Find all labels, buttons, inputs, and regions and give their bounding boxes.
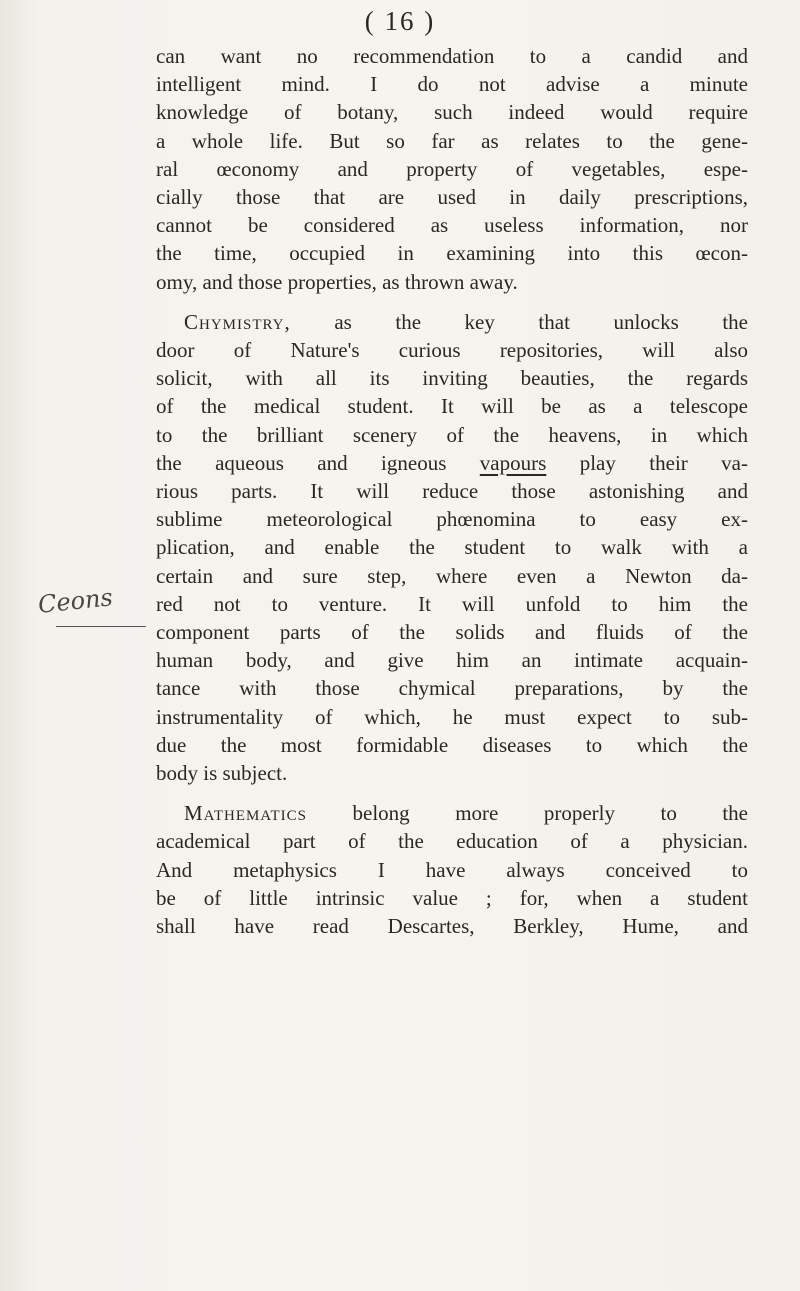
text-line: tance with those chymical preparations, by the [156, 676, 748, 701]
margin-dash-mark [56, 626, 146, 627]
text-line: door of Nature's curious repositories, will also [156, 338, 748, 363]
text-line: sublime meteorological phœnomina to easy ex- [156, 507, 748, 532]
underlined-word: vapours [479, 450, 547, 475]
text-line-rest: belong more properly to the [307, 801, 748, 826]
text-line: can want no recommendation to a candid and [156, 44, 748, 68]
margin-handwritten-note: Ceons [36, 583, 115, 619]
paragraph-lead-word: Chymistry, [184, 309, 291, 334]
text-line-end: play their va- [546, 450, 749, 475]
text-line: plication, and enable the student to walk with a [156, 535, 748, 560]
text-line: certain and sure step, where even a Newton da- [156, 563, 748, 588]
text-line: be of little intrinsic value ; for, when a student [156, 885, 748, 910]
text-line: instrumentality of which, he must expect to sub- [156, 704, 748, 729]
text-line: And metaphysics I have always conceived to [156, 857, 748, 882]
text-line: cannot be considered as useless information, nor [156, 213, 748, 238]
paragraph-botany [156, 42, 748, 296]
text-line: solicit, with all its inviting beauties, the regards [156, 366, 748, 391]
text-line: ral œconomy and property of vegetables, espe- [156, 156, 748, 181]
text-line: intelligent mind. I do not advise a minute [156, 72, 748, 97]
text-line [156, 799, 748, 827]
text-line: shall have read Descartes, Berkley, Hume, and [156, 914, 748, 939]
text-line: component parts of the solids and fluids of the [156, 620, 748, 645]
text-line: knowledge of botany, such indeed would require [156, 100, 748, 125]
text-line: the time, occupied in examining into this œcon- [156, 241, 748, 266]
text-line [156, 308, 748, 336]
text-line-rest: as the key that unlocks the [290, 309, 748, 334]
text-line: due the most formidable diseases to which the [156, 732, 748, 757]
page-number: ( 16 ) [364, 6, 436, 36]
text-line: to the brilliant scenery of the heavens, in which [156, 422, 748, 447]
text-line-start: the aqueous and igneous [156, 450, 480, 475]
text-line: academical part of the education of a physician. [156, 829, 748, 854]
body-text [156, 42, 748, 940]
text-line: cially those that are used in daily prescriptions, [156, 185, 748, 210]
paragraph-mathematics [156, 799, 748, 940]
text-line: rious parts. It will reduce those astonishing and [156, 479, 748, 504]
paragraph-chymistry [156, 308, 748, 787]
text-line: body is subject. [156, 761, 288, 786]
text-line: human body, and give him an intimate acquain- [156, 648, 748, 673]
paragraph-lead-word: Mathematics [184, 801, 308, 826]
text-line: red not to venture. It will unfold to him the [156, 591, 748, 616]
text-line: a whole life. But so far as relates to the gene- [156, 128, 748, 153]
text-line: omy, and those properties, as thrown away. [156, 269, 518, 294]
text-line: of the medical student. It will be as a telescope [156, 394, 748, 419]
text-line [156, 449, 748, 477]
